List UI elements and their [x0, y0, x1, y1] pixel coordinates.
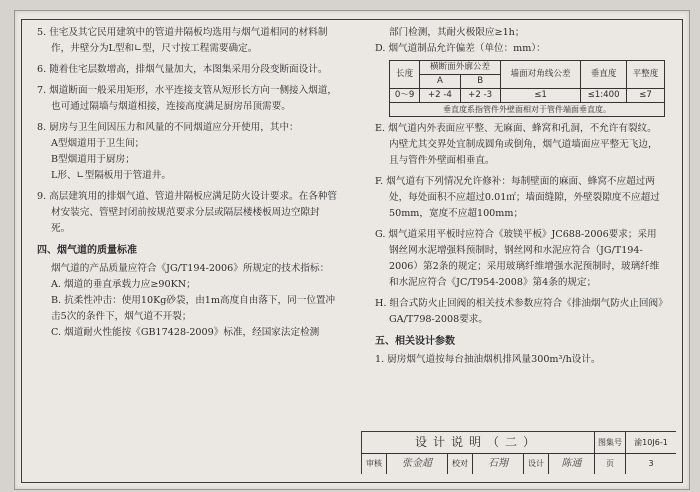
table-header-a: A	[420, 75, 460, 89]
quality-item-c: C. 烟道耐火性能按《GB17428-2009》标准，经国家法定检测	[51, 327, 320, 338]
review-label: 审核	[362, 454, 387, 474]
check-label: 校对	[448, 454, 473, 474]
table-header-outer: 横断面外廓公差	[420, 61, 500, 75]
quality-intro: 烟气道的产品质量应符合《JG/T194-2006》所规定的技术指标：	[51, 263, 330, 274]
title-block	[361, 431, 676, 474]
table-header-length: 长度	[390, 61, 420, 89]
sheet-title: 设计说明（二）	[362, 432, 595, 454]
quality-item-h: H. 组合式防火止回阀的相关技术参数应符合《排油烟气防火止回阀》GA/T798-2008要求。	[375, 298, 663, 325]
right-column	[375, 25, 665, 368]
table-header-wall: 墙面对角线公差	[500, 61, 580, 89]
design-param-1: 1. 厨房烟气道按每台抽油烟机排风量300m³/h设计。	[375, 354, 601, 365]
table-cell-length: 0～9	[390, 89, 420, 103]
section-5-heading: 五、相关设计参数	[375, 336, 455, 347]
drawing-sheet	[14, 10, 690, 490]
signature-row	[362, 454, 676, 474]
quality-item-c-cont: 部门检测，其耐火极限应≥1h；	[389, 27, 525, 38]
note-item-9: 9. 高层建筑用的排烟气道、管道井隔板应满足防火设计要求。在各种管材安装完、管壁封闭前按规范要求分层或隔层楼楼板周边空隙封死。	[37, 191, 338, 234]
page-label: 页	[595, 454, 626, 474]
table-note: 垂直度系指管件外壁面相对于管件端面垂直度。	[390, 103, 665, 117]
atlas-number-label: 图集号	[595, 432, 626, 454]
design-label: 设计	[524, 454, 549, 474]
table-cell-vertical: ≤1:400	[581, 89, 627, 103]
quality-item-b: B. 抗柔性冲击：使用10Kg砂袋，由1m高度自由落下，同一位置冲击5次的条件下，烟气道不开裂；	[51, 295, 336, 322]
table-cell-wall: ≤1	[500, 89, 580, 103]
note-item-6: 6. 随着住宅层数增高，排烟气量加大，本图集采用分段变断面设计。	[37, 64, 328, 75]
check-signature: 石翔	[473, 454, 524, 474]
tolerance-table	[389, 60, 665, 117]
note-item-5: 5. 住宅及其它民用建筑中的管道井隔板均选用与烟气道相同的材料制作，井壁分为L型和∟型，尺寸按工程需要确定。	[37, 27, 328, 54]
quality-item-f: F. 烟气道有下列情况允许修补：每制壁面的麻面、蜂窝不应超过两处，每处面积不应超过0.01㎡；墙面缝隙，外壁裂隙度不应超过50mm，宽度不应超100mm；	[375, 176, 660, 219]
note-item-8c: L形、∟型隔板用于管道井。	[51, 170, 171, 181]
note-item-7: 7. 烟道断面一般采用矩形，水平连接支管从短形长方向一侧接入烟道，也可通过隔墙与烟道相接，连接高度满足厨房吊顶需要。	[37, 85, 338, 112]
quality-item-d: D. 烟气道制品允许偏差（单位：mm）：	[375, 43, 546, 54]
table-header-b: B	[460, 75, 500, 89]
quality-item-e: E. 烟气道内外表面应平整、无麻面、蜂窝和孔洞，不允许有裂纹。内壁尤其交界处宜制成圆角或倒角，烟气道墙面应平整无飞边，且与管件外壁面相垂直。	[375, 123, 658, 166]
design-signature: 陈通	[549, 454, 595, 474]
page-number: 3	[648, 459, 654, 468]
table-header-vertical: 垂直度	[581, 61, 627, 89]
quality-item-a: A. 烟道的垂直承载力应≥90KN；	[51, 279, 196, 290]
table-cell-a: +2 -4	[420, 89, 460, 103]
atlas-number: 渝10J6-1	[626, 432, 676, 454]
left-column	[37, 25, 337, 341]
note-item-8a: A型烟道用于卫生间；	[51, 138, 145, 149]
table-cell-b: +2 -3	[460, 89, 500, 103]
note-item-8b: B型烟道用于厨房；	[51, 154, 135, 165]
table-header-flatness: 平整度	[626, 61, 664, 89]
table-cell-flatness: ≤7	[626, 89, 664, 103]
quality-item-g: G. 烟气道采用平板时应符合《玻镁平板》JC688-2006要求；采用钢丝网水泥增强料预制时，钢丝网和水泥应符合（JG/T194-2006）第2条的规定；采用玻璃纤维增强水泥预制时，玻璃纤维和水泥应符合《JC/T954-2008》第4条的规定；	[375, 229, 660, 288]
section-4-heading: 四、烟气道的质量标准	[37, 245, 137, 256]
review-signature: 张金超	[387, 454, 448, 474]
note-item-8: 8. 厨房与卫生间因压力和风量的不同烟道应分开使用，其中：	[37, 122, 299, 133]
